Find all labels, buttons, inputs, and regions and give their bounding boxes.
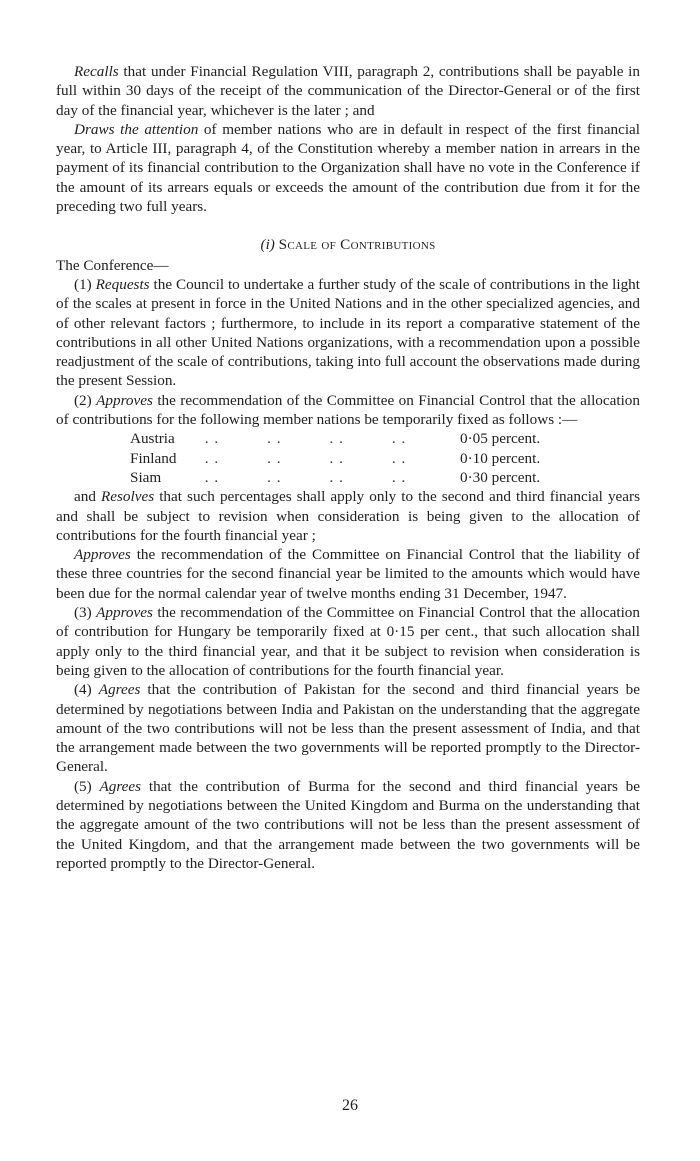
rate-value: 0·10 percent. <box>460 449 541 467</box>
rate-row <box>130 468 566 487</box>
section-title: Scale of Contributions <box>278 236 436 254</box>
approves-liability-text: the recommendation of the Committee on Financial Control that the liability of these three countries for the second financial year be limited to the amounts which would have been due for the normal calendar year of twelve months ending 31 December, 1947. <box>56 546 640 602</box>
item-5-text: that the contribution of Burma for the second and third financial years be determined by negotiations between the United Kingdom and Burma on the understanding that the aggregate amount of the two contributions will not be less than the present assessment of the United Kingdom, and that the arrangement made between the two governments will be reported promptly to the Director-General. <box>56 777 640 872</box>
paragraph-recalls <box>56 62 640 120</box>
paragraph-item-4 <box>56 680 640 776</box>
paragraph-draws-attention <box>56 120 640 216</box>
dot-leader: . . . . . . . . <box>200 449 407 467</box>
rate-country: Siam <box>130 468 162 486</box>
rates-table <box>130 429 566 487</box>
rate-country: Austria <box>130 430 175 448</box>
rate-value: 0·30 percent. <box>460 468 541 486</box>
resolves-lead: Resolves <box>101 488 155 506</box>
item-2-number: (2) <box>74 391 97 409</box>
item-5-lead: Agrees <box>99 777 142 795</box>
item-2-lead: Approves <box>96 391 153 409</box>
item-4-text: that the contribution of Pakistan for the second and third financial years be determined by negotiations between India and Pakistan on the understanding that the aggregate amount of the two contributions will not be less than the present assessment of India, and that the arrangement made between the two governments will be reported promptly to the Director-General. <box>56 681 640 776</box>
rate-row <box>130 449 566 468</box>
paragraph-item-3 <box>56 603 640 680</box>
item-3-text: the recommendation of the Committee on Financial Control that the allocation of contribution for Hungary be temporarily fixed at 0·15 per cent., that such allocation shall apply only to the third financial year, and that it be subject to revision when consideration is being given to the allocation of contributions for the fourth financial year. <box>56 604 640 679</box>
paragraph-item-2 <box>56 391 640 430</box>
paragraph-item-1 <box>56 275 640 391</box>
item-4-number: (4) <box>74 681 99 699</box>
dot-leader: . . . . . . . . <box>200 468 407 486</box>
rate-country: Finland <box>130 449 177 467</box>
item-1-lead: Requests <box>95 275 150 293</box>
paragraph-approves-liability <box>56 545 640 603</box>
item-2-text: the recommendation of the Committee on Financial Control that the allocation of contributions for the following member nations be temporarily fixed as follows :— <box>56 391 640 429</box>
spacer <box>56 216 640 235</box>
page-number: 26 <box>342 1097 358 1114</box>
lead-draws-attention: Draws the attention <box>74 120 199 138</box>
rate-row <box>130 429 566 448</box>
lead-recalls: Recalls <box>74 63 119 80</box>
document-page <box>56 62 640 873</box>
item-3-lead: Approves <box>96 604 153 622</box>
conference-intro: The Conference— <box>56 256 169 274</box>
paragraph-item-5 <box>56 777 640 873</box>
text-recalls: that under Financial Regulation VIII, paragraph 2, contributions shall be payable in full within 30 days of the receipt of the communication of the Director-General or of the first day of the financial year, whichever is the later ; and <box>56 63 640 119</box>
item-1-number: (1) <box>74 275 96 293</box>
rate-value: 0·05 percent. <box>460 430 541 448</box>
dot-leader: . . . . . . . . <box>200 430 407 448</box>
section-number: (i) <box>260 236 275 254</box>
section-heading <box>56 235 640 254</box>
item-5-number: (5) <box>74 777 100 795</box>
text-draws-attention: of member nations who are in default in respect of the first financial year, to Article III, paragraph 4, of the Constitution whereby a member nation in arrears in the payment of its financial contribution to the Organization shall have no vote in the Conference if the amount of its arrears equals or exceeds the amount of the contribution due from it for the preceding two full years. <box>56 120 640 216</box>
item-3-number: (3) <box>74 604 97 622</box>
resolves-pre: and <box>74 488 101 506</box>
resolves-text: that such percentages shall apply only to the second and third financial years and shall be subject to revision when consideration is being given to the allocation of contributions for the fourth financial year ; <box>56 488 640 544</box>
item-4-lead: Agrees <box>98 681 141 699</box>
approves-liability-lead: Approves <box>74 546 131 564</box>
paragraph-resolves <box>56 487 640 545</box>
item-1-text: the Council to undertake a further study of the scale of contributions in the light of the scales at present in force in the United Nations and in the other specialized agencies, and of other relevant factors ; furthermore, to include in its report a comparative statement of the contributions in all other United Nations organizations, with a recommendation upon a possible readjustment of the scale of contributions, taking into full account the observations made during the present Session. <box>56 275 640 390</box>
